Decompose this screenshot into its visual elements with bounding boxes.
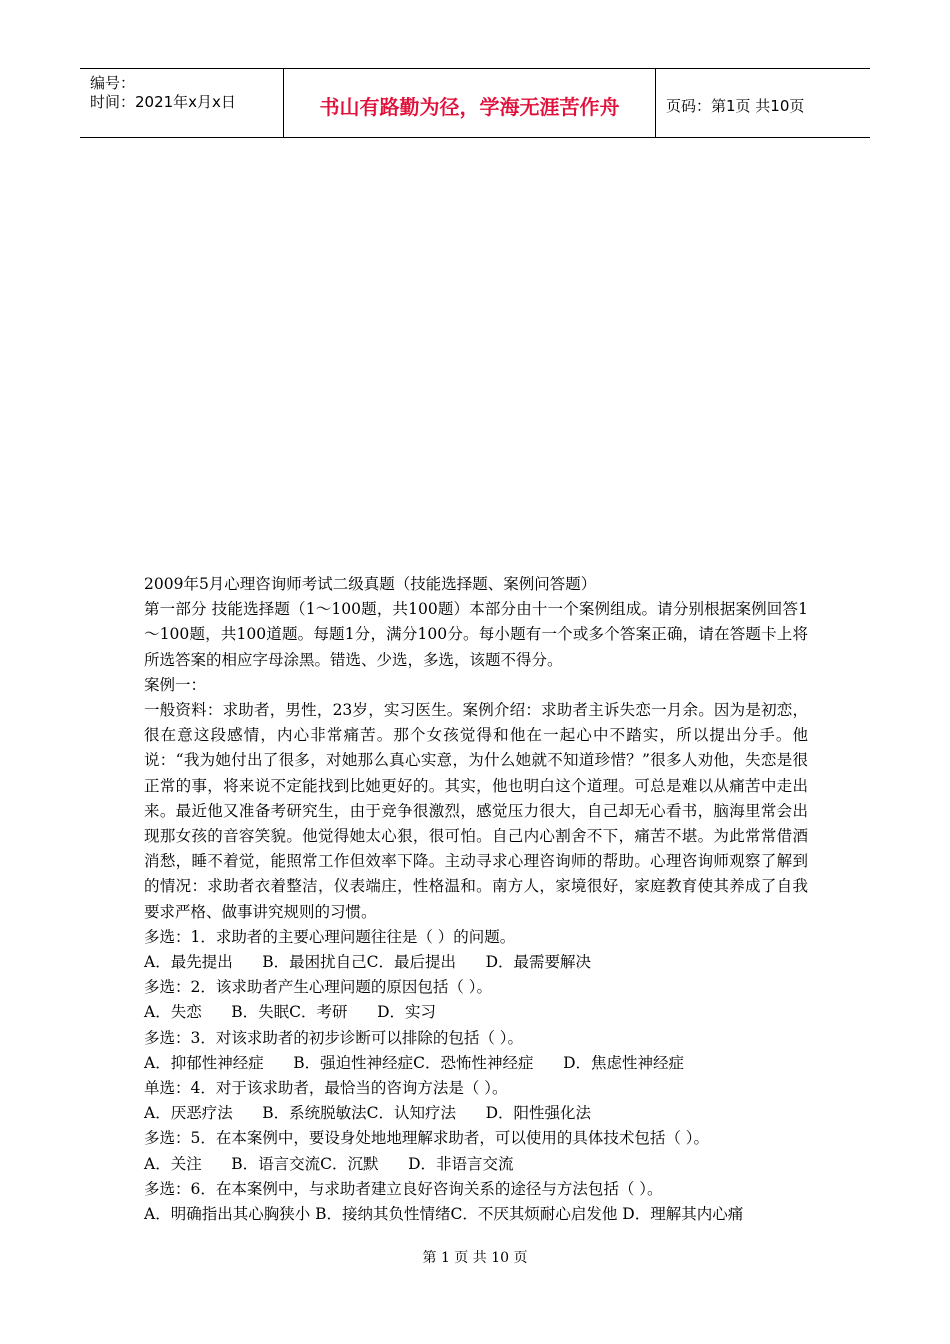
question-2: 多选：2．该求助者产生心理问题的原因包括（ ）。	[144, 978, 493, 997]
question-1: 多选：1．求助者的主要心理问题往往是（ ）的问题。	[144, 927, 516, 946]
document-title: 2009年5月心理咨询师考试二级真题（技能选择题、案例问答题）	[144, 575, 597, 593]
question-6: 多选：6．在本案例中，与求助者建立良好咨询关系的途径与方法包括（ ）。	[144, 1179, 663, 1198]
question-5: 多选：5．在本案例中，要设身处地地理解求助者，可以使用的具体技术包括（ ）。	[144, 1129, 710, 1148]
question-5-options: A．关注 B．语言交流C．沉默 D．非语言交流	[144, 1154, 514, 1173]
document-time-label: 时间：2021年x月x日	[90, 93, 236, 111]
question-1-options: A．最先提出 B．最困扰自己C．最后提出 D．最需要解决	[144, 953, 591, 972]
header-page-cell	[656, 69, 870, 137]
motto-text: 书山有路勤为径，学海无涯苦作舟	[319, 95, 620, 119]
question-6-options: A．明确指出其心胸狭小 B．接纳其负性情绪C．不厌其烦耐心启发他 D．理解其内心痛	[144, 1205, 744, 1224]
case-description: 一般资料：求助者，男性，23岁，实习医生。案例介绍：求助者主诉失恋一月余。因为是初恋，很在意这段感情，内心非常痛苦。那个女孩觉得和他在一起心中不踏实，所以提出分手。他说：“我为她付出了很多，对她那么真心实意，为什么她就不知道珍惜？”很多人劝他，失恋是很正常的事，将来说不定能找到比她更好的。其实，他也明白这个道理。可总是难以从痛苦中走出来。最近他又准备考研究生，由于竞争很激烈，感觉压力很大，自己却无心看书，脑海里常会出现那女孩的音容笑貌。他觉得她太心狠，很可怕。自己内心割舍不下，痛苦不堪。为此常常借酒消愁，睡不着觉，能照常工作但效率下降。主动寻求心理咨询师的帮助。心理咨询师观察了解到的情况：求助者衣着整洁，仪表端庄，性格温和。南方人，家境很好，家庭教育使其养成了自我要求严格、做事讲究规则的习惯。	[144, 701, 808, 921]
question-3: 多选：3．对该求助者的初步诊断可以排除的包括（ ）。	[144, 1028, 524, 1047]
document-number-label: 编号：	[90, 74, 136, 92]
document-header	[80, 68, 870, 138]
case-heading: 案例一：	[144, 675, 207, 694]
document-body	[144, 572, 808, 1227]
question-4: 单选：4．对于该求助者，最恰当的咨询方法是（ ）。	[144, 1079, 508, 1098]
question-4-options: A．厌恶疗法 B．系统脱敏法C．认知疗法 D．阳性强化法	[144, 1104, 591, 1123]
header-motto-cell	[284, 69, 656, 137]
page-number-label: 页码：第1页 共10页	[666, 97, 805, 115]
question-2-options: A．失恋 B．失眠C．考研 D．实习	[144, 1003, 436, 1022]
question-3-options: A．抑郁性神经症 B．强迫性神经症C．恐怖性神经症 D．焦虑性神经症	[144, 1053, 684, 1072]
page-footer: 第 1 页 共 10 页	[422, 1250, 528, 1266]
section-intro: 第一部分 技能选择题（1～100题，共100题）本部分由十一个案例组成。请分别根据案例回答1～100题，共100道题。每题1分，满分100分。每小题有一个或多个答案正确，请在答题卡上将所选答案的相应字母涂黑。错选、少选，多选，该题不得分。	[144, 600, 808, 669]
header-info-cell	[80, 69, 284, 137]
